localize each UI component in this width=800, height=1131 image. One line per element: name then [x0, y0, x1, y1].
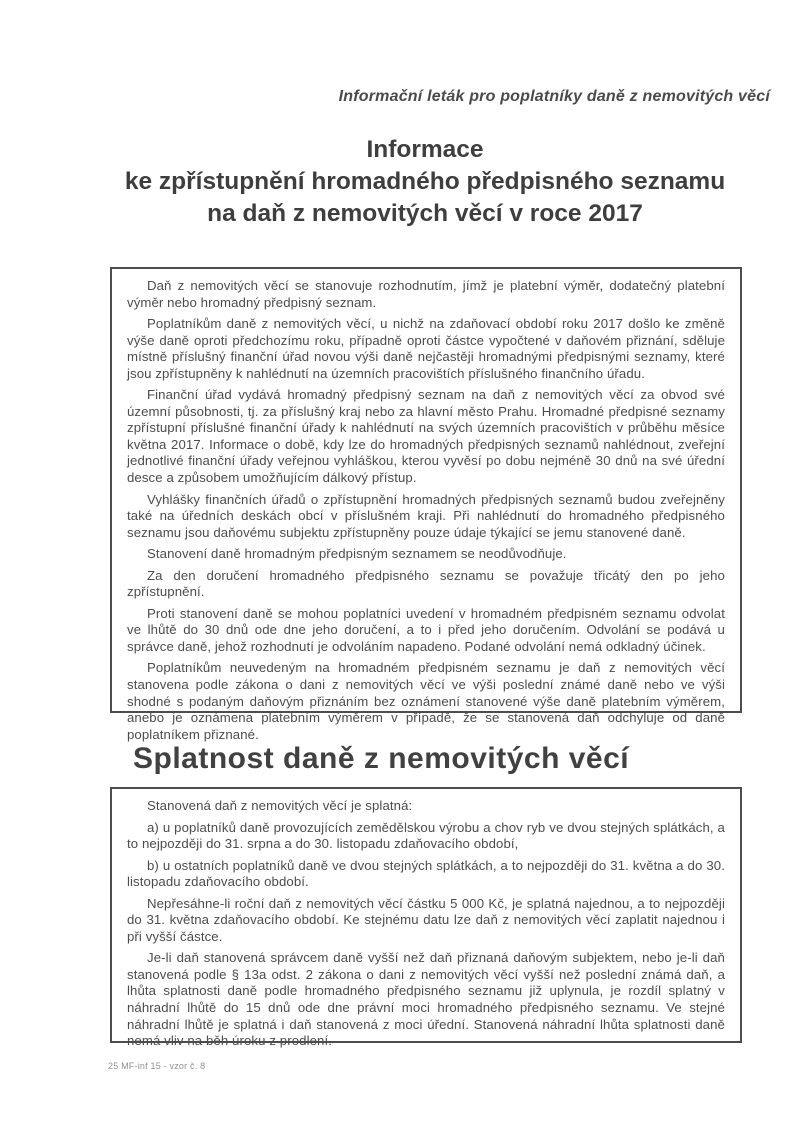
paragraph: Finanční úřad vydává hromadný předpisný seznam na daň z nemovitých věcí za obvod své územní působnosti, tj. za příslušný kraj nebo za hlavní město Prahu. Hromadné předpisné seznamy zpřístupní příslušné finanční úřady k nahlédnutí na svých územních pracovištích v průběhu měsíce května 2017. Informace o době, kdy lze do hromadných předpisných seznamů nahlédnout, zveřejní jednotlivé finanční úřady veřejnou vyhláškou, kterou vyvěsí po dobu nejméně 30 dnů na své úřední desce a způsobem umožňujícím dálkový přístup. [127, 387, 725, 486]
document-title-line-1: Informace [366, 136, 484, 163]
document-title [55, 134, 795, 230]
paragraph: Je-li daň stanovená správcem daně vyšší než daň přiznaná daňovým subjektem, nebo je-li daň stanovená podle § 13a odst. 2 zákona o dani z nemovitých věcí vyšší než poslední známá daň, a lhůta splatnosti daně podle hromadného předpisného seznamu již uplynula, je rozdíl splatný v náhradní lhůtě do 15 dnů ode dne právní moci hromadného předpisného seznamu. Ve stejné náhradní lhůtě je splatná i daň stanovená z moci úřední. Stanovená náhradní lhůta splatnosti daně nemá vliv na běh úroku z prodlení. [127, 950, 725, 1049]
paragraph: a) u poplatníků daně provozujících zemědělskou výrobu a chov ryb ve dvou stejných splátkách, a to nejpozději do 31. srpna a do 30. listopadu zdaňovacího období, [127, 819, 725, 852]
paragraph: b) u ostatních poplatníků daně ve dvou stejných splátkách, a to nejpozději do 31. května a do 30. listopadu zdaňovacího období. [127, 857, 725, 890]
paragraph: Nepřesáhne-li roční daň z nemovitých věcí částku 5 000 Kč, je splatná najednou, a to nejpozději do 31. května zdaňovacího období. Ke stejnému datu lze daň z nemovitých věcí zaplatit najednou i při vyšší částce. [127, 895, 725, 944]
document-header-note: Informační leták pro poplatníky daně z nemovitých věcí [338, 88, 770, 105]
paragraph: Vyhlášky finančních úřadů o zpřístupnění hromadných předpisných seznamů budou zveřejněny také na úředních deskách obcí v příslušném kraji. Při nahlédnutí do hromadného předpisného seznamu jsou daňovému subjektu zpřístupněny pouze údaje týkající se jemu stanovené daně. [127, 491, 725, 540]
paragraph: Za den doručení hromadného předpisného seznamu se považuje třicátý den po jeho zpřístupnění. [127, 567, 725, 600]
info-box-main [110, 267, 742, 742]
section-heading-splatnost: Splatnost daně z nemovitých věcí [133, 742, 630, 775]
paragraph: Stanovení daně hromadným předpisným seznamem se neodůvodňuje. [147, 546, 567, 562]
paragraph: Poplatníkům daně z nemovitých věcí, u nichž na zdaňovací období roku 2017 došlo ke změně výše daně oproti předchozímu roku, případně oproti částce vypočtené v daňovém přiznání, sděluje místně příslušný finanční úřad novou výši daně nejčastěji hromadnými předpisnými seznamy, které jsou zpřístupněny k nahlédnutí na územních pracovištích příslušného finančního úřadu. [127, 316, 725, 381]
paragraph: Stanovená daň z nemovitých věcí je splatná: [147, 798, 413, 813]
paragraph: Proti stanovení daně se mohou poplatníci uvedení v hromadném předpisném seznamu odvolat ve lhůtě do 30 dnů ode dne jeho doručení, a to i před jeho doručením. Odvolání se podává u správce daně, jehož rozhodnutí je odvoláním napadeno. Podané odvolání nemá odkladný účinek. [127, 605, 725, 654]
document-title-line-2: ke zpřístupnění hromadného předpisného seznamu [124, 168, 726, 195]
form-number-footer: 25 MF-inf 15 - vzor č. 8 [108, 1061, 206, 1071]
info-box-splatnost [110, 787, 742, 1049]
paragraph: Poplatníkům neuvedeným na hromadném předpisném seznamu je daň z nemovitých věcí stanovena podle zákona o dani z nemovitých věcí ve výši poslední známé daně nebo ve výši shodné s podaným daňovým přiznáním bez oznámení stanovené výše daně platebním výměrem, anebo je oznámena platebním výměrem v případě, že se stanovená daň odchyluje od daně poplatníkem přiznané. [127, 660, 725, 742]
paragraph: Daň z nemovitých věcí se stanovuje rozhodnutím, jímž je platební výměr, dodatečný platební výměr nebo hromadný předpisný seznam. [127, 278, 725, 310]
document-title-line-3: na daň z nemovitých věcí v roce 2017 [207, 200, 643, 227]
